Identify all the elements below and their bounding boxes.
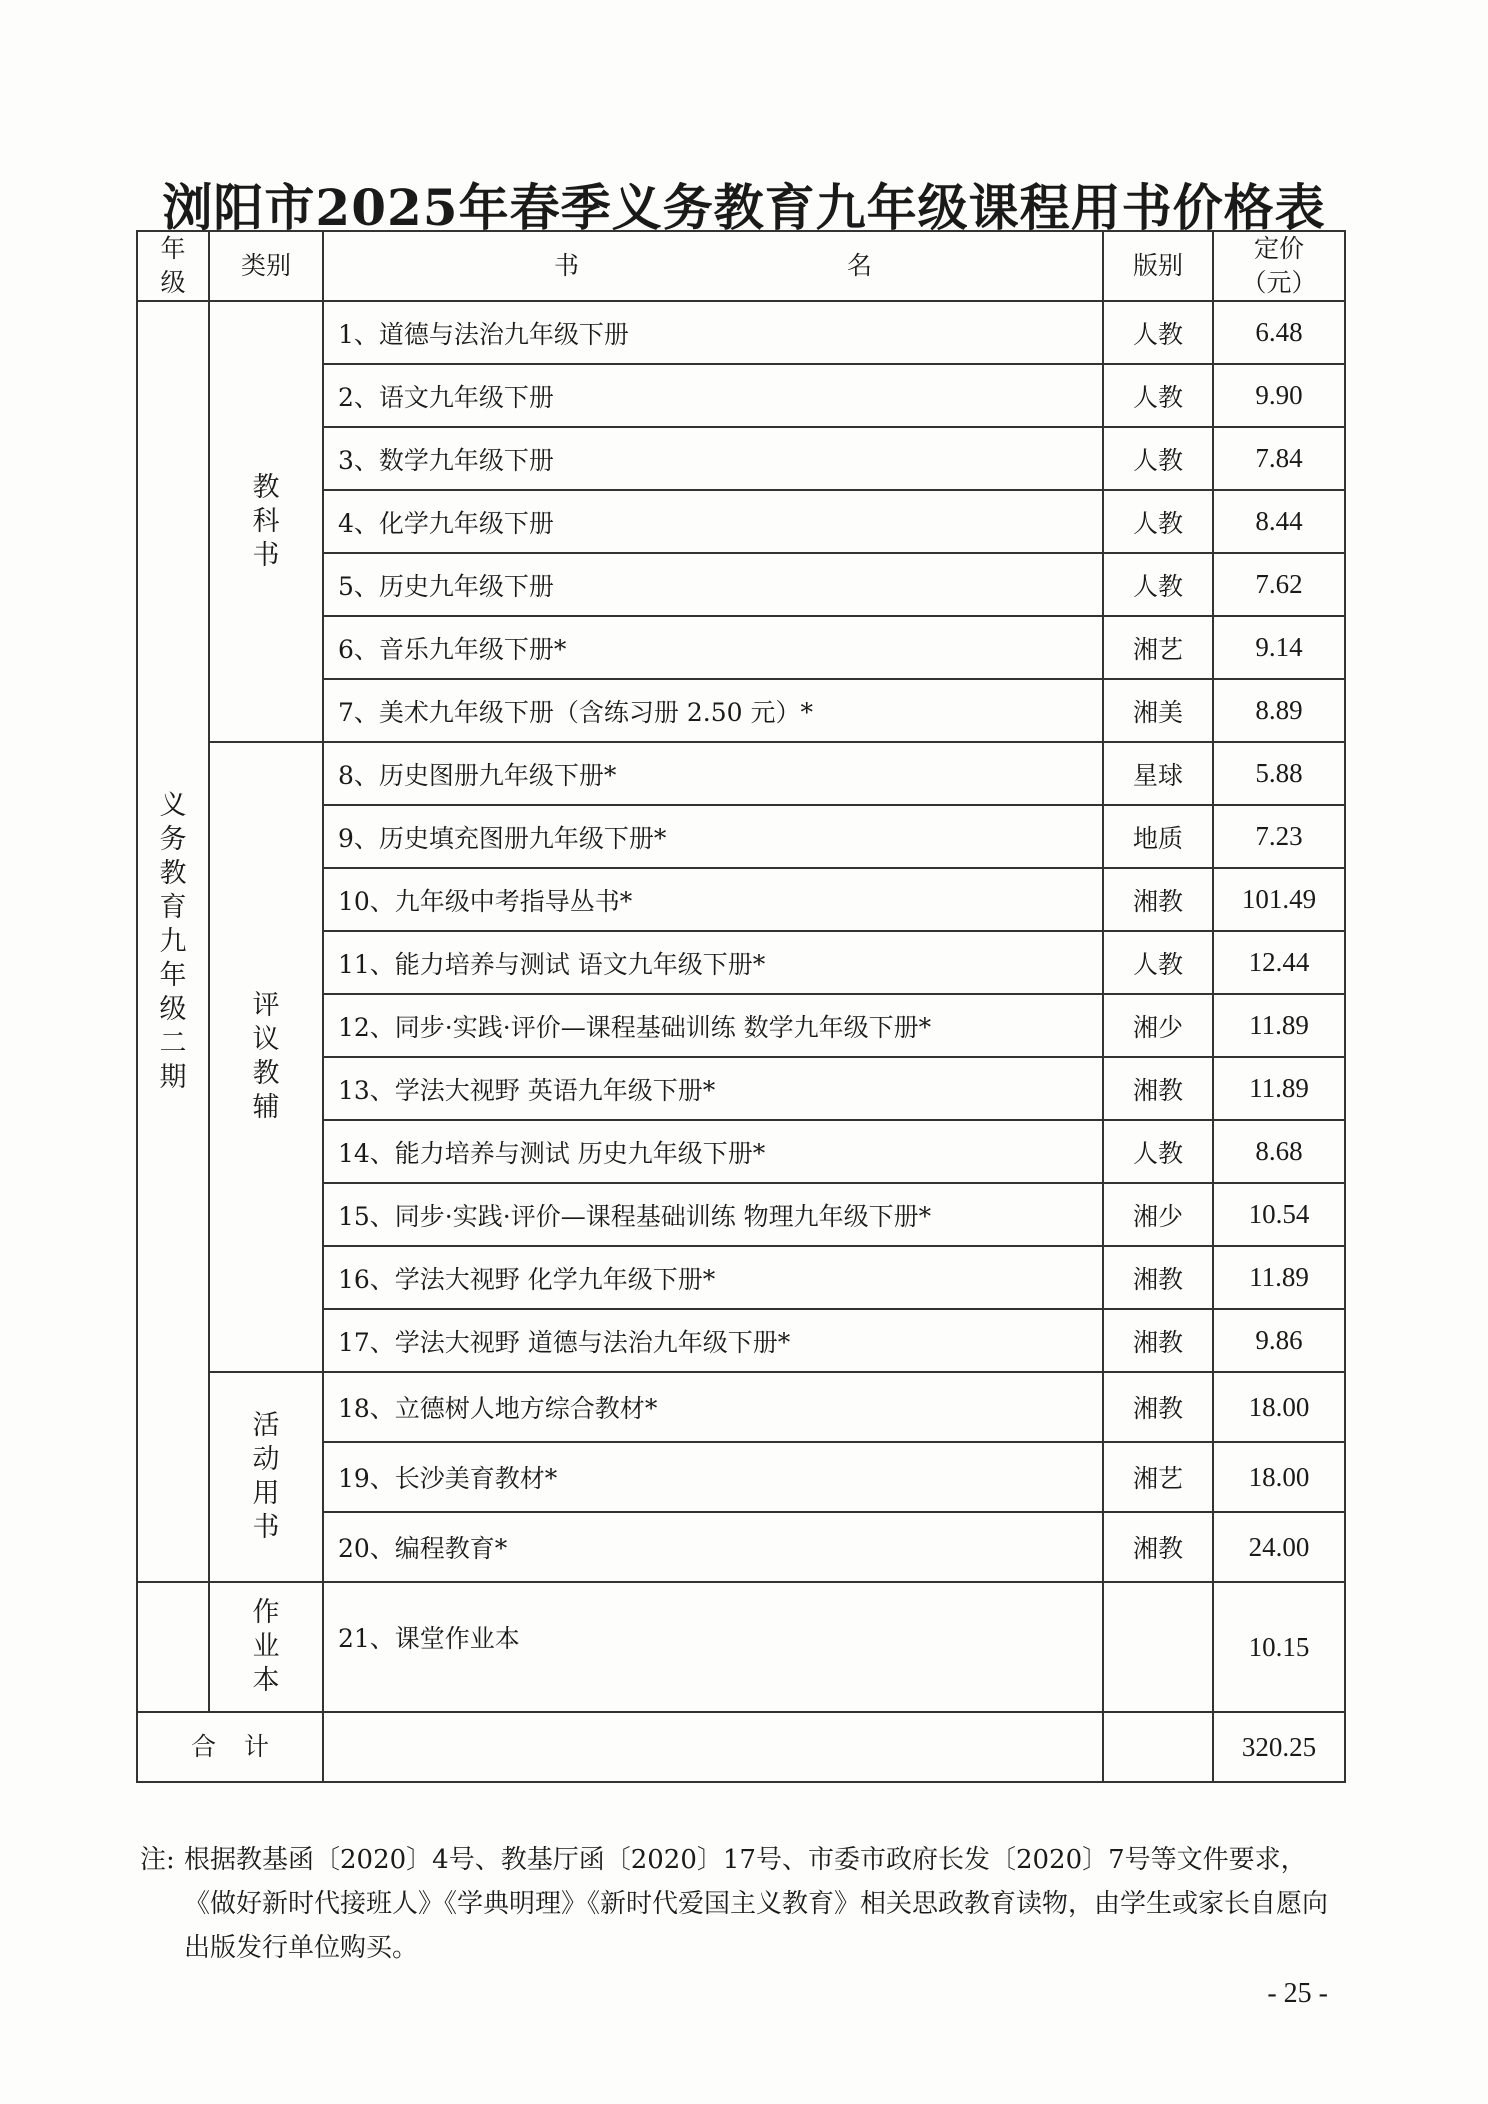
price: 11.89 — [1213, 1246, 1345, 1309]
book-name: 18、立德树人地方综合教材* — [323, 1372, 1103, 1442]
price: 10.54 — [1213, 1183, 1345, 1246]
publisher: 湘少 — [1103, 994, 1213, 1057]
table-header-row — [137, 231, 1345, 301]
category-review: 评议教辅 — [209, 742, 323, 1372]
book-name: 3、数学九年级下册 — [323, 427, 1103, 490]
book-name: 1、道德与法治九年级下册 — [323, 301, 1103, 364]
footnote-text: 根据教基函〔2020〕4号、教基厅函〔2020〕17号、市委市政府长发〔2020〕7号等文件要求，《做好新时代接班人》《学典明理》《新时代爱国主义教育》相关思政教育读物，由学生或家长自愿向出版发行单位购买。 — [184, 1845, 1329, 1963]
header-book-name: 书 名 — [323, 231, 1103, 301]
total-empty — [1103, 1712, 1213, 1782]
price: 24.00 — [1213, 1512, 1345, 1582]
book-name: 12、同步·实践·评价—课程基础训练 数学九年级下册* — [323, 994, 1103, 1057]
page-number: - 25 - — [1267, 1978, 1328, 2009]
price: 7.62 — [1213, 553, 1345, 616]
publisher: 人教 — [1103, 364, 1213, 427]
header-category: 类别 — [209, 231, 323, 301]
price: 6.48 — [1213, 301, 1345, 364]
publisher: 湘教 — [1103, 1309, 1213, 1372]
publisher — [1103, 1582, 1213, 1712]
price: 11.89 — [1213, 994, 1345, 1057]
book-name: 21、课堂作业本 — [323, 1582, 1103, 1712]
publisher: 湘教 — [1103, 1057, 1213, 1120]
book-name: 4、化学九年级下册 — [323, 490, 1103, 553]
price: 7.84 — [1213, 427, 1345, 490]
publisher: 湘教 — [1103, 1512, 1213, 1582]
publisher: 人教 — [1103, 1120, 1213, 1183]
table-row — [137, 301, 1345, 364]
book-name: 11、能力培养与测试 语文九年级下册* — [323, 931, 1103, 994]
category-textbook: 教科书 — [209, 301, 323, 742]
book-name: 8、历史图册九年级下册* — [323, 742, 1103, 805]
price: 9.14 — [1213, 616, 1345, 679]
publisher: 湘美 — [1103, 679, 1213, 742]
header-price: 定价（元） — [1213, 231, 1345, 301]
price: 8.89 — [1213, 679, 1345, 742]
price: 18.00 — [1213, 1442, 1345, 1512]
price-table — [136, 230, 1346, 1783]
book-name: 5、历史九年级下册 — [323, 553, 1103, 616]
publisher: 湘少 — [1103, 1183, 1213, 1246]
publisher: 湘教 — [1103, 1372, 1213, 1442]
price: 12.44 — [1213, 931, 1345, 994]
price: 7.23 — [1213, 805, 1345, 868]
price: 8.44 — [1213, 490, 1345, 553]
book-name: 13、学法大视野 英语九年级下册* — [323, 1057, 1103, 1120]
publisher: 湘教 — [1103, 1246, 1213, 1309]
book-name: 10、九年级中考指导丛书* — [323, 868, 1103, 931]
publisher: 星球 — [1103, 742, 1213, 805]
book-name: 2、语文九年级下册 — [323, 364, 1103, 427]
table-row — [137, 742, 1345, 805]
table-row — [137, 1372, 1345, 1442]
publisher: 人教 — [1103, 931, 1213, 994]
book-name: 9、历史填充图册九年级下册* — [323, 805, 1103, 868]
header-grade: 年级 — [137, 231, 209, 301]
price: 11.89 — [1213, 1057, 1345, 1120]
total-price: 320.25 — [1213, 1712, 1345, 1782]
publisher: 人教 — [1103, 553, 1213, 616]
book-name: 19、长沙美育教材* — [323, 1442, 1103, 1512]
footnote-label: 注: — [140, 1845, 175, 1875]
footnote — [140, 1838, 1330, 1970]
book-name: 6、音乐九年级下册* — [323, 616, 1103, 679]
total-row — [137, 1712, 1345, 1782]
publisher: 湘艺 — [1103, 616, 1213, 679]
book-name: 7、美术九年级下册（含练习册 2.50 元）* — [323, 679, 1103, 742]
grade-cell-empty — [137, 1582, 209, 1712]
publisher: 人教 — [1103, 427, 1213, 490]
publisher: 湘教 — [1103, 868, 1213, 931]
header-publisher: 版别 — [1103, 231, 1213, 301]
book-name: 17、学法大视野 道德与法治九年级下册* — [323, 1309, 1103, 1372]
price: 9.90 — [1213, 364, 1345, 427]
book-name: 16、学法大视野 化学九年级下册* — [323, 1246, 1103, 1309]
price: 5.88 — [1213, 742, 1345, 805]
price: 9.86 — [1213, 1309, 1345, 1372]
publisher: 地质 — [1103, 805, 1213, 868]
document-title: 浏阳市2025年春季义务教育九年级课程用书价格表 — [162, 178, 1326, 237]
total-label: 合 计 — [137, 1712, 323, 1782]
price: 18.00 — [1213, 1372, 1345, 1442]
price: 10.15 — [1213, 1582, 1345, 1712]
price: 101.49 — [1213, 868, 1345, 931]
total-empty — [323, 1712, 1103, 1782]
category-activity: 活动用书 — [209, 1372, 323, 1582]
book-name: 20、编程教育* — [323, 1512, 1103, 1582]
table-row — [137, 1582, 1345, 1712]
category-homework: 作业本 — [209, 1582, 323, 1712]
publisher: 人教 — [1103, 301, 1213, 364]
book-name: 15、同步·实践·评价—课程基础训练 物理九年级下册* — [323, 1183, 1103, 1246]
price: 8.68 — [1213, 1120, 1345, 1183]
publisher: 人教 — [1103, 490, 1213, 553]
grade-cell: 义务教育九年级二期 — [137, 301, 209, 1582]
book-name: 14、能力培养与测试 历史九年级下册* — [323, 1120, 1103, 1183]
publisher: 湘艺 — [1103, 1442, 1213, 1512]
